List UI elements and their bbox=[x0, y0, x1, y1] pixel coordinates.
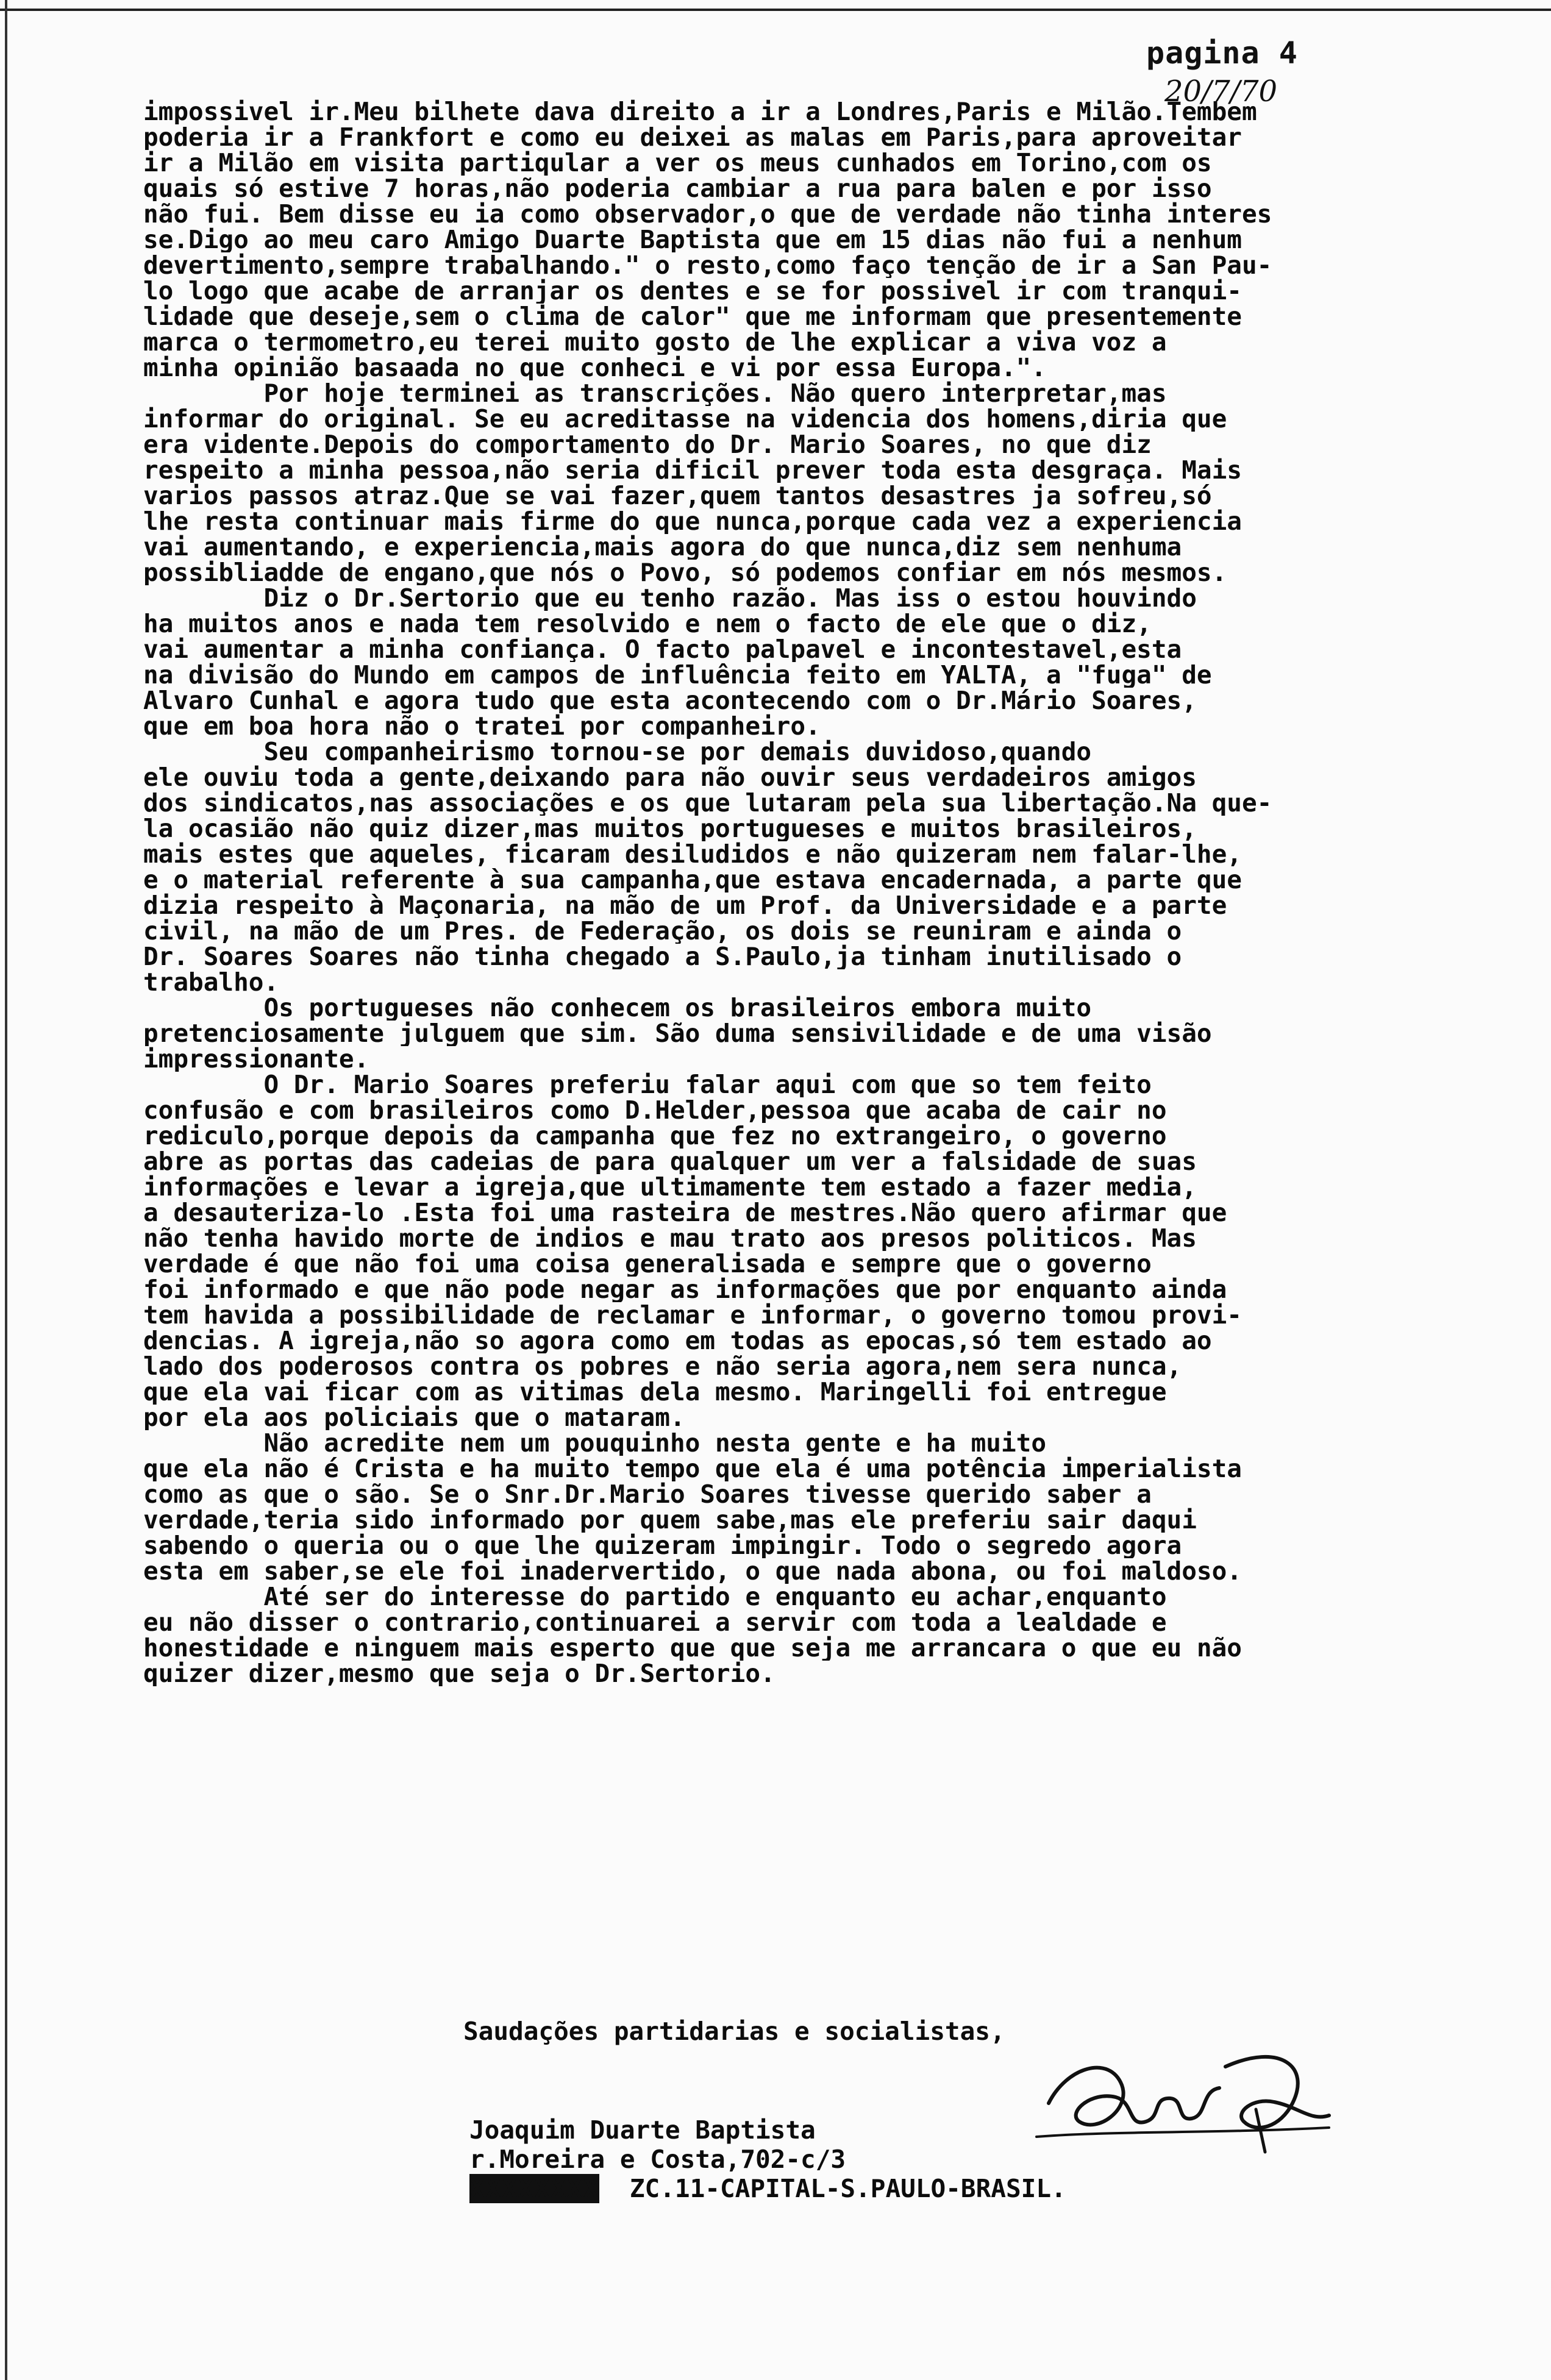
sender-street: r.Moreira e Costa,702-c/3 bbox=[469, 2145, 846, 2174]
handwritten-date: 20/7/70 bbox=[1164, 74, 1278, 109]
letter-line: Alvaro Cunhal e agora tudo que esta acontecendo com o Dr.Mário Soares, bbox=[143, 688, 1197, 713]
letter-line: ele ouviu toda a gente,deixando para não ouvir seus verdadeiros amigos bbox=[143, 764, 1197, 790]
letter-line: varios passos atraz.Que se vai fazer,quem tantos desastres ja sofreu,só bbox=[143, 483, 1212, 508]
letter-line: abre as portas das cadeias de para qualquer um ver a falsidade de suas bbox=[143, 1149, 1197, 1174]
letter-body bbox=[143, 99, 1497, 1686]
sender-name: Joaquim Duarte Baptista bbox=[469, 2115, 816, 2145]
letter-line: que ela não é Crista e ha muito tempo que ela é uma potência imperialista bbox=[143, 1456, 1242, 1481]
letter-line: pretenciosamente julguem que sim. São duma sensivilidade e de uma visão bbox=[143, 1021, 1212, 1046]
letter-line: verdade,teria sido informado por quem sabe,mas ele preferiu sair daqui bbox=[143, 1507, 1197, 1533]
closing-salutation: Saudações partidarias e socialistas, bbox=[463, 2017, 1005, 2046]
letter-line: a desauteriza-lo .Esta foi uma rasteira de mestres.Não quero afirmar que bbox=[143, 1200, 1227, 1225]
left-border-line bbox=[5, 0, 7, 2380]
letter-line: minha opinião basaada no que conheci e vi por essa Europa.". bbox=[143, 355, 1047, 380]
handwritten-signature-image bbox=[1024, 2030, 1353, 2170]
page-number-label: pagina 4 bbox=[1146, 35, 1298, 71]
letter-line: possibliadde de engano,que nós o Povo, só podemos confiar em nós mesmos. bbox=[143, 560, 1227, 585]
letter-line: Por hoje terminei as transcrições. Não quero interpretar,mas bbox=[143, 380, 1167, 406]
letter-line: impressionante. bbox=[143, 1046, 369, 1072]
letter-line: foi informado e que não pode negar as informações que por enquanto ainda bbox=[143, 1277, 1227, 1302]
letter-line: e o material referente à sua campanha,que estava encadernada, a parte que bbox=[143, 867, 1242, 892]
letter-line: lo logo que acabe de arranjar os dentes e se for possivel ir com tranqui- bbox=[143, 278, 1242, 304]
letter-line: Os portugueses não conhecem os brasileiros embora muito bbox=[143, 995, 1092, 1021]
letter-line: honestidade e ninguem mais esperto que que seja me arrancara o que eu não bbox=[143, 1635, 1242, 1661]
sender-address-block bbox=[469, 2115, 1066, 2203]
letter-line: na divisão do Mundo em campos de influência feito em YALTA, a "fuga" de bbox=[143, 662, 1212, 688]
letter-line: que ela vai ficar com as vitimas dela mesmo. Maringelli foi entregue bbox=[143, 1379, 1167, 1405]
letter-line: como as que o são. Se o Snr.Dr.Mario Soares tivesse querido saber a bbox=[143, 1481, 1152, 1507]
top-border-line bbox=[0, 9, 1551, 11]
letter-line: dos sindicatos,nas associações e os que lutaram pela sua libertação.Na que- bbox=[143, 790, 1272, 816]
letter-line: lado dos poderosos contra os pobres e não seria agora,nem sera nunca, bbox=[143, 1353, 1182, 1379]
letter-line: ir a Milão em visita partiqular a ver os meus cunhados em Torino,com os bbox=[143, 150, 1212, 176]
letter-line: lhe resta continuar mais firme do que nunca,porque cada vez a experiencia bbox=[143, 508, 1242, 534]
letter-line: verdade é que não foi uma coisa generalisada e sempre que o governo bbox=[143, 1251, 1152, 1277]
letter-line: vai aumentando, e experiencia,mais agora do que nunca,diz sem nenhuma bbox=[143, 534, 1182, 560]
letter-line: Diz o Dr.Sertorio que eu tenho razão. Mas iss o estou houvindo bbox=[143, 585, 1197, 611]
letter-line: respeito a minha pessoa,não seria dificil prever toda esta desgraça. Mais bbox=[143, 457, 1242, 483]
letter-line: la ocasião não quiz dizer,mas muitos portugueses e muitos brasileiros, bbox=[143, 816, 1197, 841]
letter-line: por ela aos policiais que o mataram. bbox=[143, 1405, 685, 1430]
letter-line: lidade que deseje,sem o clima de calor" que me informam que presentemente bbox=[143, 304, 1242, 329]
letter-line: esta em saber,se ele foi inadervertido, o que nada abona, ou foi maldoso. bbox=[143, 1558, 1242, 1584]
letter-line: mais estes que aqueles, ficaram desiludidos e não quizeram nem falar-lhe, bbox=[143, 841, 1242, 867]
redacted-text: XXXXXXXX bbox=[469, 2174, 600, 2203]
letter-line: confusão e com brasileiros como D.Helder,pessoa que acaba de cair no bbox=[143, 1097, 1167, 1123]
letter-line: rediculo,porque depois da campanha que fez no extrangeiro, o governo bbox=[143, 1123, 1167, 1149]
letter-line: dizia respeito à Maçonaria, na mão de um Prof. da Universidade e a parte bbox=[143, 892, 1227, 918]
letter-line: devertimento,sempre trabalhando." o resto,como faço tenção de ir a San Pau- bbox=[143, 252, 1272, 278]
letter-line: informações e levar a igreja,que ultimamente tem estado a fazer media, bbox=[143, 1174, 1197, 1200]
letter-line: dencias. A igreja,não so agora como em todas as epocas,só tem estado ao bbox=[143, 1328, 1212, 1353]
letter-line: O Dr. Mario Soares preferiu falar aqui com que so tem feito bbox=[143, 1072, 1152, 1097]
sender-city: ZC.11-CAPITAL-S.PAULO-BRASIL. bbox=[629, 2174, 1066, 2203]
letter-line: quizer dizer,mesmo que seja o Dr.Sertorio. bbox=[143, 1661, 776, 1686]
page-header bbox=[1146, 35, 1298, 109]
letter-line: ha muitos anos e nada tem resolvido e nem o facto de ele que o diz, bbox=[143, 611, 1152, 636]
letter-line: Não acredite nem um pouquinho nesta gente e ha muito bbox=[143, 1430, 1047, 1456]
letter-line: era vidente.Depois do comportamento do Dr. Mario Soares, no que diz bbox=[143, 432, 1152, 457]
letter-line: não fui. Bem disse eu ia como observador,o que de verdade não tinha interes bbox=[143, 201, 1272, 227]
letter-line: Dr. Soares Soares não tinha chegado a S.Paulo,ja tinham inutilisado o bbox=[143, 944, 1182, 969]
letter-line: civil, na mão de um Pres. de Federação, os dois se reuniram e ainda o bbox=[143, 918, 1182, 944]
letter-line: Seu companheirismo tornou-se por demais duvidoso,quando bbox=[143, 739, 1092, 764]
letter-line: sabendo o queria ou o que lhe quizeram impingir. Todo o segredo agora bbox=[143, 1533, 1182, 1558]
letter-line: tem havida a possibilidade de reclamar e informar, o governo tomou provi- bbox=[143, 1302, 1242, 1328]
letter-line: vai aumentar a minha confiança. O facto palpavel e incontestavel,esta bbox=[143, 636, 1182, 662]
letter-line: não tenha havido morte de indios e mau trato aos presos politicos. Mas bbox=[143, 1225, 1197, 1251]
letter-line: que em boa hora não o tratei por companheiro. bbox=[143, 713, 821, 739]
letter-line: se.Digo ao meu caro Amigo Duarte Baptista que em 15 dias não fui a nenhum bbox=[143, 227, 1242, 252]
letter-line: poderia ir a Frankfort e como eu deixei as malas em Paris,para aproveitar bbox=[143, 124, 1242, 150]
letter-line: marca o termometro,eu terei muito gosto de lhe explicar a viva voz a bbox=[143, 329, 1167, 355]
letter-line: eu não disser o contrario,continuarei a servir com toda a lealdade e bbox=[143, 1609, 1167, 1635]
letter-line: Até ser do interesse do partido e enquanto eu achar,enquanto bbox=[143, 1584, 1167, 1609]
letter-line: impossivel ir.Meu bilhete dava direito a ir a Londres,Paris e Milão.Tembem bbox=[143, 99, 1257, 124]
letter-line: trabalho. bbox=[143, 969, 279, 995]
letter-line: informar do original. Se eu acreditasse na videncia dos homens,diria que bbox=[143, 406, 1227, 432]
letter-line: quais só estive 7 horas,não poderia cambiar a rua para balen e por isso bbox=[143, 176, 1212, 201]
sender-city-line bbox=[469, 2174, 1066, 2203]
